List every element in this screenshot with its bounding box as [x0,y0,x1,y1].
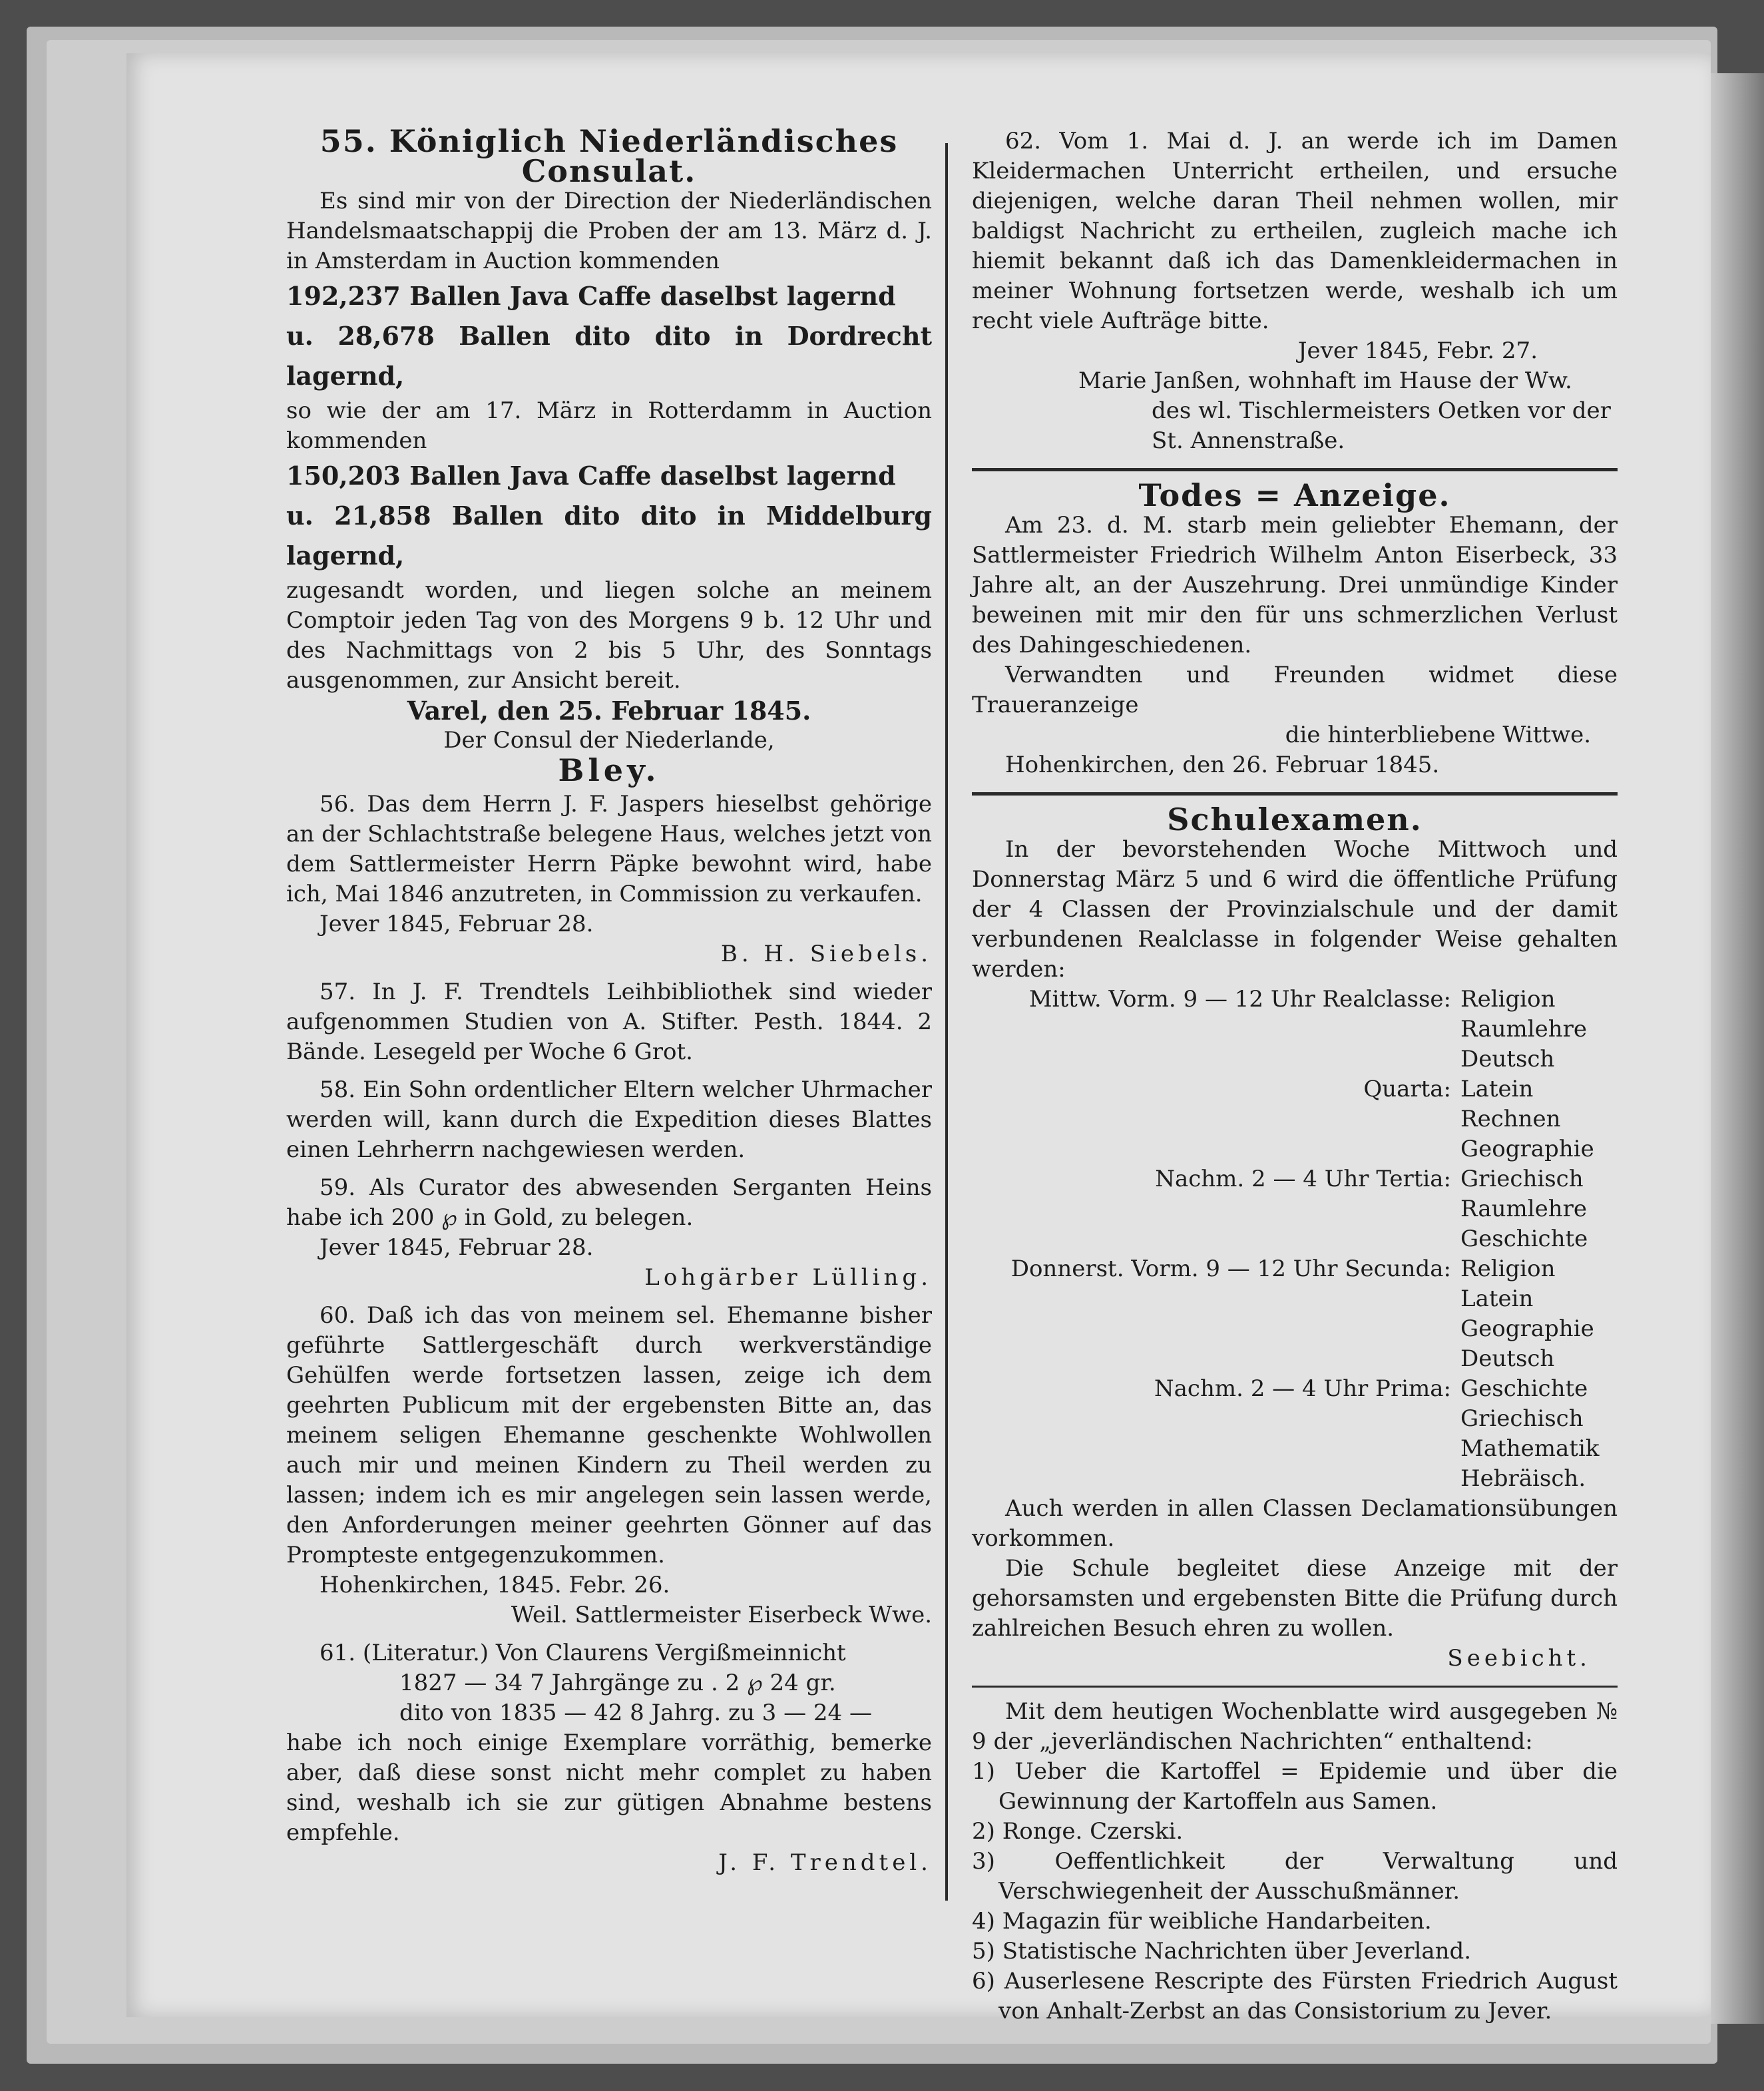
death-notice [972,477,1618,780]
schedule-subject: Griechisch [1460,1405,1584,1432]
schedule-subject: Latein [1460,1285,1534,1312]
ad-61-signer: J. F. Trendtel. [718,1849,932,1876]
left-column [286,123,932,1878]
supplement-item: 1) Ueber die Kartoffel = Epidemie und über die Gewinnung der Kartoffeln aus Samen. [972,1758,1618,1815]
ad-55-mid: so wie der am 17. März in Rotterdamm in Auction kommenden [286,397,932,454]
schedule-label: Nachm. 2 — 4 Uhr Prima: [1154,1375,1451,1402]
section-rule [972,1686,1618,1688]
ad-62-signer1: Marie Janßen, wohnhaft im Hause der Ww. [1078,367,1572,394]
schedule-subject: Griechisch [1460,1166,1584,1192]
schedule-subject: Raumlehre [1460,1016,1588,1043]
ad-56-date: Jever 1845, Februar 28. [320,911,594,937]
schedule-row [972,1164,1618,1194]
death-notice-title: Todes = Anzeige. [1138,477,1451,513]
ad-55-outro: zugesandt worden, und liegen solche an meinem Comptoir jeden Tag von des Morgens 9 b. 12 Uhr und des Nachmittags von 2 bis 5 Uhr, des Sonntags ausgenommen, zur Ansicht bereit. [286,577,932,694]
ad-56 [286,790,932,969]
schedule-label [972,1314,1460,1344]
ad-55-date: Varel, den 25. Februar 1845. [407,696,811,726]
schedule-label [972,1194,1460,1224]
ad-60-signer: Weil. Sattlermeister Eiserbeck Wwe. [511,1602,932,1628]
schedule-row [972,985,1618,1015]
ad-55-title: 55. Königlich Niederländisches Consulat. [320,123,899,189]
ad-62-date: Jever 1845, Febr. 27. [1297,338,1538,364]
schedule-label [972,1015,1460,1045]
schedule-label [972,1134,1460,1164]
ad-61 [286,1638,932,1878]
schedule-label: Mittw. Vorm. 9 — 12 Uhr Realclasse: [1028,986,1451,1013]
schedule-row [972,1134,1618,1164]
schedule-subject: Rechnen [1460,1106,1561,1132]
schedule-row [972,1344,1618,1374]
ad-60 [286,1301,932,1630]
ad-58 [286,1075,932,1165]
ad-55-line4: u. 21,858 Ballen dito dito in Middelburg lagernd, [286,501,932,571]
ad-55-line3: 150,203 Ballen Java Caffe daselbst lagernd [286,461,896,491]
schedule-row [972,1254,1618,1284]
schedule-subject: Geographie [1460,1315,1594,1342]
ad-56-signer: B. H. Siebels. [720,941,932,967]
schedule-row [972,1194,1618,1224]
schedule-label [972,1434,1460,1464]
ad-60-text: 60. Daß ich das von meinem sel. Ehemanne bisher geführte Sattlergeschäft durch werkverständige Gehülfen werde fortsetzen lassen, zeige ich dem geehrten Publicum mit der ergebensten Bitte an, das meinem seligen Ehemanne geschenkte Wohlwollen auch mir und meinen Kindern zu Theil werden zu lassen; indem ich es mir angelegen sein lassen werde, den Anforderungen meiner geehrten Gönner auf das Prompteste entgegenzukommen. [286,1302,932,1568]
schedule-label [972,1344,1460,1374]
schedule-row [972,1015,1618,1045]
schedule-label [972,1104,1460,1134]
schedule-row [972,1284,1618,1314]
exam-schedule [972,985,1618,1494]
schedule-row [972,1224,1618,1254]
ad-55-line1: 192,237 Ballen Java Caffe daselbst lagernd [286,281,896,311]
ad-55-intro: Es sind mir von der Direction der Niederländischen Handelsmaatschappij die Proben der am 13. März d. J. in Amsterdam in Auction kommenden [286,188,932,274]
ad-57 [286,977,932,1067]
schedule-label [972,1224,1460,1254]
schedule-row [972,1104,1618,1134]
schedule-label [972,1404,1460,1434]
schedule-label: Quarta: [1363,1076,1451,1102]
death-notice-signer: die hinterbliebene Wittwe. [1285,722,1591,748]
ad-61-text: habe ich noch einige Exemplare vorräthig, bemerke aber, daß diese sonst nicht mehr complet zu haben sind, weshalb ich sie zur gütigen Abnahme bestens empfehle. [286,1730,932,1846]
ad-56-text: 56. Das dem Herrn J. F. Jaspers hieselbst gehörige an der Schlachtstraße belegene Haus, welches jetzt von dem Sattlermeister Herrn Päpke bewohnt wird, habe ich, Mai 1846 anzutreten, in Commission zu verkaufen. [286,791,932,907]
ad-62-text: 62. Vom 1. Mai d. J. an werde ich im Damen Kleidermachen Unterricht ertheilen, und ersuche diejenigen, welche daran Theil nehmen wollen, mir baldigst Nachricht zu ertheilen, zugleich mache ich hiemit bekannt daß ich das Damenkleidermachen in meiner Wohnung fortsetzen werde, weshalb ich um recht viele Aufträge bitte. [972,128,1618,334]
column-divider [945,143,948,1901]
schedule-label [972,1045,1460,1074]
schedule-subject: Latein [1460,1076,1534,1102]
school-exam-title: Schulexamen. [1167,802,1423,837]
schedule-row [972,1434,1618,1464]
supplement-item: 2) Ronge. Czerski. [972,1818,1184,1845]
schedule-subject: Religion [1460,986,1556,1013]
ad-55 [286,123,932,788]
schedule-label [972,1464,1460,1494]
schedule-subject: Geschichte [1460,1375,1588,1402]
ad-61-line1: 61. (Literatur.) Von Claurens Vergißmeinnicht [320,1640,846,1666]
schedule-subject: Geographie [1460,1136,1594,1162]
supplement-list [972,1757,1618,2026]
supplement-item: 3) Oeffentlichkeit der Verwaltung und Verschwiegenheit der Ausschußmänner. [972,1848,1618,1905]
schedule-subject: Religion [1460,1256,1556,1282]
ad-57-text: 57. In J. F. Trendtels Leihbibliothek sind wieder aufgenommen Studien von A. Stifter. Pesth. 1844. 2 Bände. Lesegeld per Woche 6 Grot. [286,979,932,1065]
schedule-subject: Hebräisch. [1460,1465,1586,1492]
school-exam-signer: Seebicht. [1447,1645,1591,1672]
supplement-item: 4) Magazin für weibliche Handarbeiten. [972,1908,1432,1935]
schedule-subject: Geschichte [1460,1226,1588,1252]
schedule-subject: Raumlehre [1460,1196,1588,1222]
schedule-row [972,1374,1618,1404]
schedule-row [972,1314,1618,1344]
school-exam-outro2: Die Schule begleitet diese Anzeige mit der gehorsamsten und ergebensten Bitte die Prüfung durch zahlreichen Besuch ehren zu wollen. [972,1555,1618,1642]
ad-58-text: 58. Ein Sohn ordentlicher Eltern welcher Uhrmacher werden will, kann durch die Expedition dieses Blattes einen Lehrherrn nachgewiesen werden. [286,1076,932,1163]
school-exam-outro1: Auch werden in allen Classen Declamationsübungen vorkommen. [972,1495,1618,1552]
ad-62 [972,126,1618,456]
ad-55-line2: u. 28,678 Ballen dito dito in Dordrecht lagernd, [286,321,932,391]
death-notice-text2: Verwandten und Freunden widmet diese Traueranzeige [972,662,1618,718]
ad-59-text: 59. Als Curator des abwesenden Serganten Heins habe ich 200 ℘ in Gold, zu belegen. [286,1174,932,1231]
school-exam [972,802,1618,1674]
section-rule [972,468,1618,471]
schedule-label [972,1284,1460,1314]
schedule-subject: Mathematik [1460,1435,1600,1462]
ad-59-signer: Lohgärber Lülling. [644,1264,932,1291]
page-edge [1711,73,1764,2024]
death-notice-text: Am 23. d. M. starb mein geliebter Ehemann, der Sattlermeister Friedrich Wilhelm Anton Eiserbeck, 33 Jahre alt, an der Auszehrung. Drei unmündige Kinder beweinen mit mir den für uns schmerzlichen Verlust des Dahingeschiedenen. [972,512,1618,658]
school-exam-intro: In der bevorstehenden Woche Mittwoch und Donnerstag März 5 und 6 wird die öffentliche Prüfung der 4 Classen der Provinzialschule und der damit verbundenen Realclasse in folgender Weise gehalten werden: [972,836,1618,983]
schedule-row [972,1074,1618,1104]
ad-55-signer: Bley. [558,752,660,788]
schedule-label: Donnerst. Vorm. 9 — 12 Uhr Secunda: [1010,1256,1451,1282]
ad-62-signer3: St. Annenstraße. [1152,427,1345,454]
ad-61-line3: dito von 1835 — 42 8 Jahrg. zu 3 — 24 — [399,1700,872,1726]
section-rule [972,792,1618,796]
schedule-subject: Deutsch [1460,1345,1555,1372]
ad-62-signer2: des wl. Tischlermeisters Oetken vor der [1152,397,1611,424]
right-column [972,126,1618,2026]
schedule-subject: Deutsch [1460,1046,1555,1072]
schedule-label: Nachm. 2 — 4 Uhr Tertia: [1155,1166,1451,1192]
supplement-notice [972,1697,1618,2026]
ad-61-line2: 1827 — 34 7 Jahrgänge zu . 2 ℘ 24 gr. [399,1670,836,1696]
schedule-row [972,1404,1618,1434]
ad-60-date: Hohenkirchen, 1845. Febr. 26. [320,1572,670,1598]
supplement-intro: Mit dem heutigen Wochenblatte wird ausgegeben № 9 der „jeverländischen Nachrichten“ enthaltend: [972,1698,1618,1755]
schedule-row [972,1045,1618,1074]
schedule-row [972,1464,1618,1494]
supplement-item: 6) Auserlesene Rescripte des Fürsten Friedrich August von Anhalt-Zerbst an das Consistorium zu Jever. [972,1968,1618,2024]
ad-59 [286,1173,932,1293]
supplement-item: 5) Statistische Nachrichten über Jeverland. [972,1938,1472,1965]
death-notice-date: Hohenkirchen, den 26. Februar 1845. [1005,752,1440,778]
ad-59-date: Jever 1845, Februar 28. [320,1234,594,1261]
ad-55-signer-title: Der Consul der Niederlande, [443,727,775,754]
